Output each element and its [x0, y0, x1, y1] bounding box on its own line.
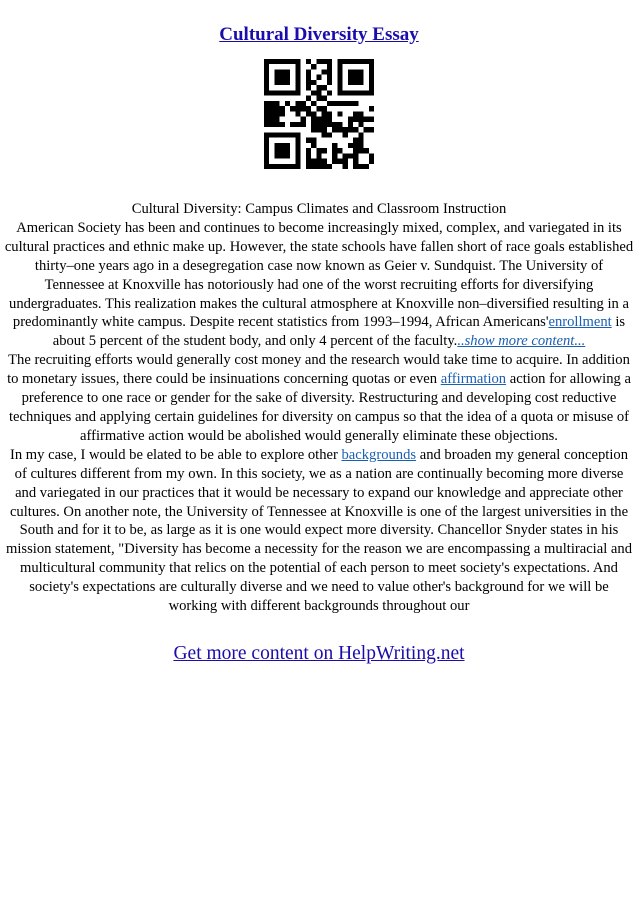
get-more-content-link[interactable]: Get more content on HelpWriting.net [173, 643, 465, 664]
show-more-link[interactable]: ..show more content... [457, 333, 586, 350]
paragraph-3-text: In my case, I would be elated to be able to explore other [10, 446, 342, 463]
essay-body [4, 200, 634, 616]
page-title[interactable]: Cultural Diversity Essay [219, 24, 419, 45]
qr-code [264, 59, 374, 169]
backgrounds-link[interactable]: backgrounds [341, 446, 417, 463]
paragraph-3-text-end: and broaden my general conception of cultures different from my own. In this society, we as a nation are continually becoming more diverse and variegated in our practices that it would be necessary to expand our knowledge and appreciate other cultures. On another note, the University of Tennessee at Knoxville is one of the largest universities in the South and for it to be, as large as it is one would expect more diversity. Chancellor Snyder states in his mission statement, "Diversity has become a necessity for the reason we are encompassing a multiracial and multicultural community that relics on the potential of each person to meet society's expectations. And society's expectations are culturally diverse and we need to value other's background for we will be working with different backgrounds throughout our [6, 446, 632, 615]
paragraph-1-text: American Society has been and continues to become increasingly mixed, complex, and variegated in its cultural practices and ethnic make up. However, the state schools have fallen short of race goals established thirty–one years ago in a desegregation case now known as Geier v. Sundquist. The University of Tennessee at Knoxville has notoriously had one of the worst recruiting efforts for diversifying undergraduates. This realization makes the cultural atmosphere at Knoxville non–diversified resulting in a predominantly white campus. Despite recent statistics from 1993–1994, African Americans' [4, 219, 634, 331]
paragraph-1 [4, 219, 634, 351]
paragraph-2-text: The recruiting efforts would generally cost money and the research would take time to acquire. In addition to monetary issues, there could be insinuations concerning quotas or even [7, 352, 630, 388]
paragraph-2 [4, 351, 634, 446]
essay-subtitle: Cultural Diversity: Campus Climates and Classroom Instruction [131, 201, 507, 217]
paragraph-1-text-end: is about 5 percent of the student body, and only 4 percent of the faculty. [52, 314, 626, 350]
enrollment-link[interactable]: enrollment [548, 314, 612, 331]
paragraph-3 [4, 446, 634, 616]
paragraph-2-text-end: action for allowing a preference to one race or gender for the sake of diversity. Restructuring and developing cost reductive techniques and applying certain guidelines for diversity on campus so that the idea of a quota or misuse of affirmative action would be abolished would generally eliminate these objections. [8, 371, 631, 444]
affirmation-link[interactable]: affirmation [440, 371, 507, 388]
